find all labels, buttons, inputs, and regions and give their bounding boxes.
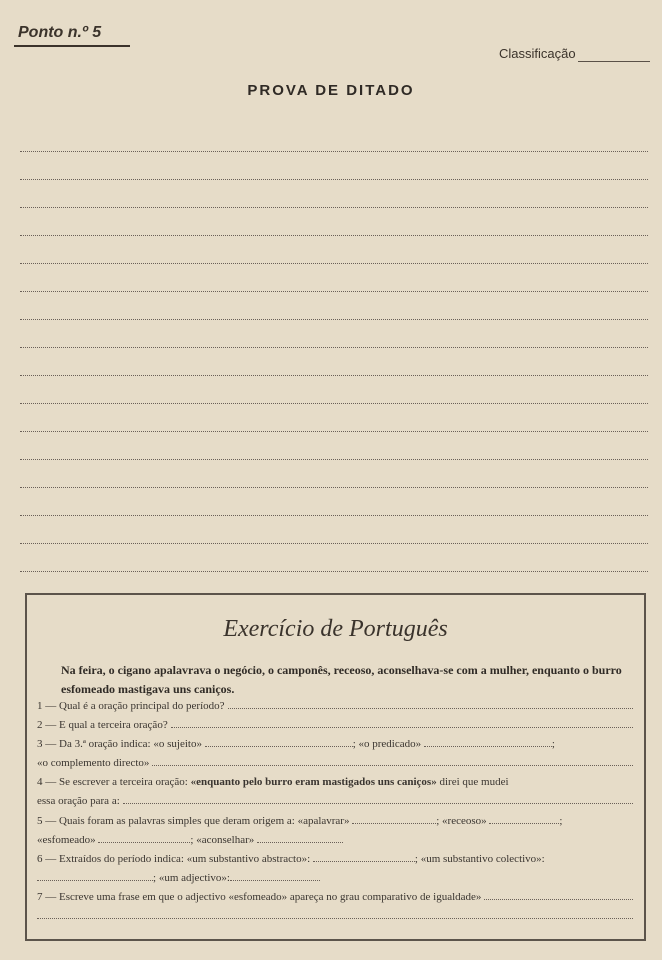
exercise-title: Exercício de Português — [223, 616, 448, 642]
question-3-cont: «o complemento directo» — [37, 756, 633, 771]
question-7-cont — [37, 909, 633, 924]
dictation-line[interactable] — [20, 487, 648, 488]
question-4-cont: essa oração para a: — [37, 794, 633, 809]
page-title: PROVA DE DITADO — [247, 82, 415, 99]
dictation-line[interactable] — [20, 151, 648, 152]
answer-field[interactable] — [489, 814, 559, 824]
dictation-line[interactable] — [20, 179, 648, 180]
dictation-line[interactable] — [20, 235, 648, 236]
classificacao-label: Classificação — [499, 46, 576, 61]
answer-field[interactable] — [152, 756, 633, 766]
dictation-line[interactable] — [20, 263, 648, 264]
answer-field[interactable] — [205, 737, 353, 747]
dictation-line[interactable] — [20, 207, 648, 208]
answer-field[interactable] — [230, 871, 320, 881]
dictation-line[interactable] — [20, 431, 648, 432]
answer-field[interactable] — [352, 814, 436, 824]
dictation-line[interactable] — [20, 375, 648, 376]
ponto-number: Ponto n.º 5 — [18, 24, 102, 41]
question-4: 4 — Se escrever a terceira oração: «enquanto pelo burro eram mastigados uns caniços» direi que mudei — [37, 776, 509, 788]
answer-field[interactable] — [37, 909, 633, 919]
answer-field[interactable] — [484, 890, 633, 900]
answer-field[interactable] — [313, 852, 415, 862]
question-3: 3 — Da 3.ª oração indica: «o sujeito» ; «o predicado» ; — [37, 738, 555, 750]
classificacao-field[interactable] — [578, 61, 650, 62]
question-1: 1 — Qual é a oração principal do período? — [37, 699, 633, 714]
exercise-intro: Na feira, o cigano apalavrava o negócio, o camponês, receoso, aconselhava-se com a mulher, enquanto o burro esfomeado mastigava uns caniços. — [61, 663, 622, 696]
answer-field[interactable] — [98, 833, 190, 843]
answer-field[interactable] — [228, 699, 633, 709]
exercise-box — [25, 593, 646, 941]
dictation-line[interactable] — [20, 403, 648, 404]
dictation-line[interactable] — [20, 571, 648, 572]
answer-field[interactable] — [37, 871, 153, 881]
dictation-line[interactable] — [20, 319, 648, 320]
answer-field[interactable] — [424, 737, 552, 747]
question-7: 7 — Escreve uma frase em que o adjectivo «esfomeado» apareça no grau comparativo de igualdade» — [37, 890, 633, 905]
question-5-cont: «esfomeado» ; «aconselhar» — [37, 833, 633, 848]
dictation-line[interactable] — [20, 515, 648, 516]
question-6-cont: ; «um adjectivo»: — [37, 871, 633, 886]
question-5: 5 — Quais foram as palavras simples que deram origem a: «apalavrar» ; «receoso» ; — [37, 815, 563, 827]
ponto-underline — [14, 45, 130, 47]
answer-field[interactable] — [123, 794, 633, 804]
dictation-line[interactable] — [20, 291, 648, 292]
answer-field[interactable] — [171, 718, 633, 728]
question-6: 6 — Extraídos do período indica: «um substantivo abstracto»: ; «um substantivo colectivo»: — [37, 853, 545, 865]
dictation-line[interactable] — [20, 543, 648, 544]
dictation-line[interactable] — [20, 459, 648, 460]
answer-field[interactable] — [257, 833, 343, 843]
question-2: 2 — E qual a terceira oração? — [37, 718, 633, 733]
dictation-line[interactable] — [20, 347, 648, 348]
